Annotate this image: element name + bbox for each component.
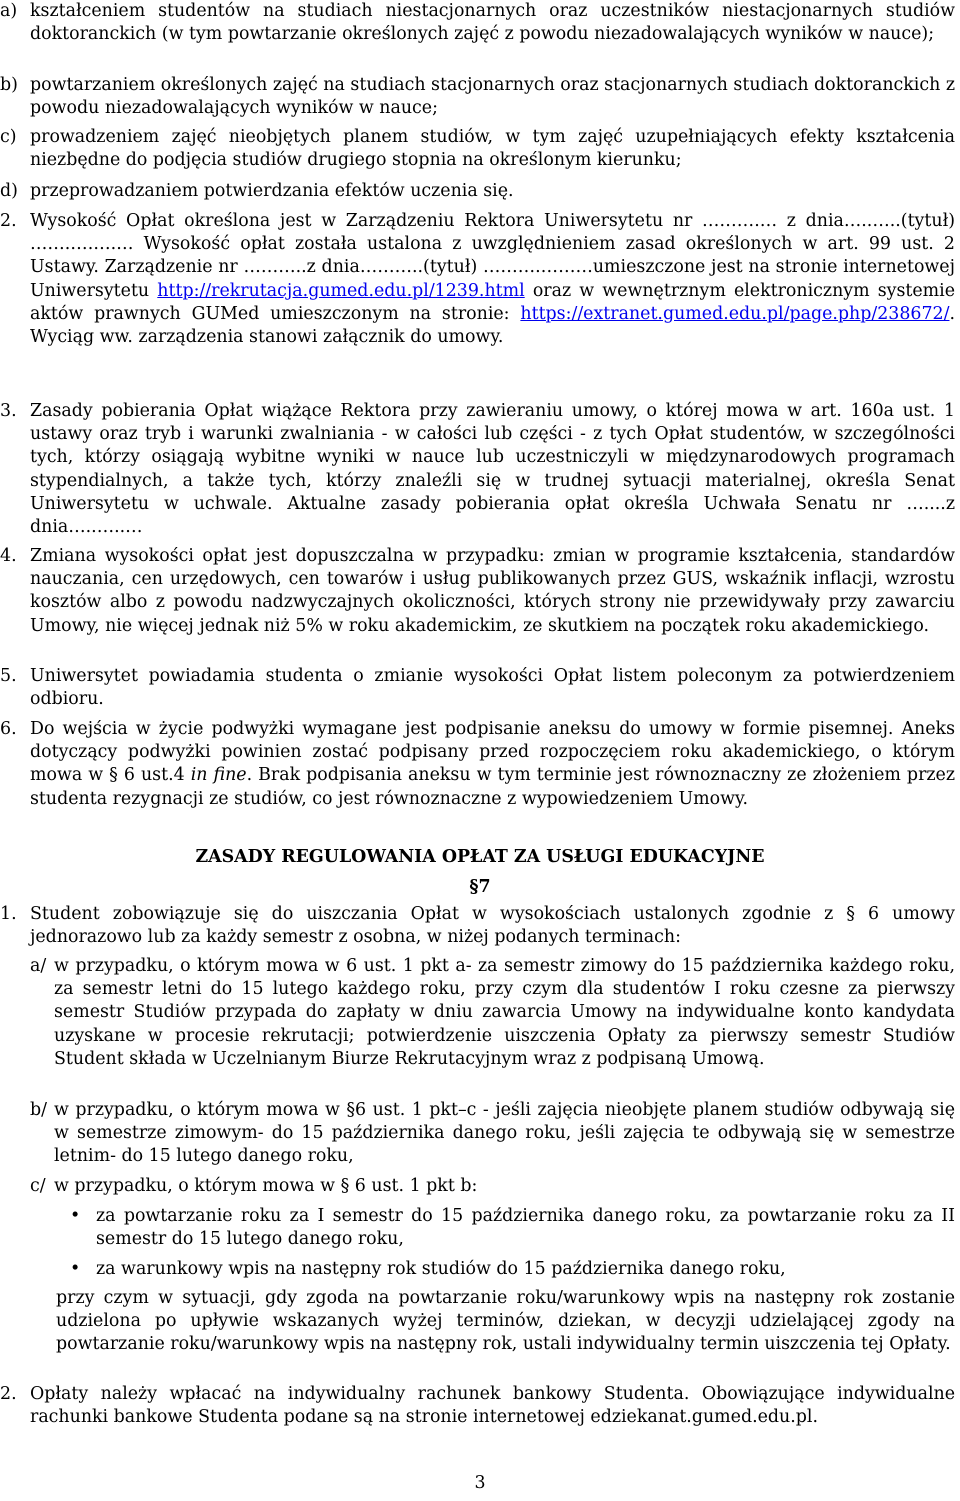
paragraph-symbol-heading: §7 [469,877,491,897]
italic-text: in fine [190,765,247,786]
paragraph-text [30,718,955,811]
subitem-a [0,955,955,1071]
list-label: a) [0,1,18,21]
list-item-a [0,0,955,46]
number-label: 4. [0,546,17,566]
bullet-icon: • [70,1259,81,1279]
list-text: przeprowadzaniem potwierdzania efektów uczenia się. [30,181,514,201]
number-label: 2. [0,1384,17,1404]
paragraph-text: w przypadku, o którym mowa w 6 ust. 1 pkt a- za semestr zimowy do 15 października każdego roku, za semestr letni do 15 lutego każdego roku, przy czym dla studentów I roku czesne za pierwszy semestr Studiów przypada do zapłaty w dniu zawarcia Umowy na indywidualne konto kandydata uzyskane w procesie rekrutacji; potwierdzenie uiszczenia Opłaty za pierwszy semestr Studiów Student składa w Uczelnianym Biurze Rekrutacyjnym wraz z podpisaną Umową. [54,956,955,1069]
paragraph-text: Student zobowiązuje się do uiszczania Opłat w wysokościach ustalonych zgodnie z § 6 umowy jednorazowo lub za każdy semestr z osobna, w niżej podanych terminach: [30,904,955,948]
text-run: Do wejścia w życie podwyżki wymagane jest podpisanie aneksu do umowy w formie pisemnej. Aneks dotyczący podwyżki powinien zostać podpisany przed rozpoczęciem roku akademickiego, o którym mowa w § 6 ust.4 [30,719,955,786]
number-label: 6. [0,719,17,739]
list-label: c) [0,127,17,147]
page-number: 3 [474,1473,486,1493]
numbered-item-2 [0,210,955,349]
section-heading: ZASADY REGULOWANIA OPŁAT ZA USŁUGI EDUKACYJNE [195,847,765,867]
list-item-b [0,74,955,120]
bullet-text: za warunkowy wpis na następny rok studiów do 15 października danego roku, [96,1259,786,1279]
bullet-icon: • [70,1206,81,1226]
bullet-item [70,1258,955,1281]
continuation-paragraph: przy czym w sytuacji, gdy zgoda na powtarzanie roku/warunkowy wpis na następny rok zostanie udzielona po upływie wskazanych wyżej terminów, dziekan, w decyzji udzielającej zgody na powtarzanie roku/warunkowy wpis na następny rok, ustali indywidualny termin uiszczenia tej Opłaty. [56,1288,955,1355]
paragraph-text: Zasady pobierania Opłat wiążące Rektora przy zawieraniu umowy, o której mowa w art. 160a ust. 1 ustawy oraz tryb i warunki zwalniania - w całości lub części - z tych Opłat studentów, w szczególności tych, którzy osiągają wybitne wyniki w nauce lub uczestniczyli w międzynarodowych programach stypendialnych, a także tych, którzy znaleźli się w trudnej sytuacji materialnej, określa Senat Uniwersytetu w uchwale. Aktualne zasady pobierania opłat określa Uchwała Senatu nr …....z dnia…..…..… [30,401,955,538]
list-text: prowadzeniem zajęć nieobjętych planem studiów, w tym zajęć uzupełniających efekty kształcenia niezbędne do podjęcia studiów drugiego stopnia na określonym kierunku; [30,127,955,171]
numbered-item-3 [0,400,955,539]
paragraph-text: w przypadku, o którym mowa w § 6 ust. 1 pkt b: [54,1176,478,1196]
number-label: 5. [0,666,17,686]
numbered-item-6 [0,718,955,811]
rekrutacja-link[interactable]: http://rekrutacja.gumed.edu.pl/1239.html [157,280,525,301]
text-run: . Wyciąg ww. zarządzenia stanowi załącznik do umowy. [30,303,955,348]
numbered-item-s2 [0,1383,955,1429]
list-text: kształceniem studentów na studiach niestacjonarnych oraz uczestników niestacjonarnych studiów doktoranckich (w tym powtarzanie określonych zajęć z powodu niezadowalających wyników w nauce); [30,1,955,45]
text-run: . Brak podpisania aneksu w tym terminie jest równoznaczny ze złożeniem przez studenta rezygnacji ze studiów, co jest równoznaczne z wypowiedzeniem Umowy. [30,765,955,809]
subitem-c [0,1175,955,1198]
bullet-text: za powtarzanie roku za I semestr do 15 października danego roku, za powtarzanie roku za II semestr do 15 lutego danego roku, [96,1206,955,1250]
numbered-item-4 [0,545,955,638]
list-text: powtarzaniem określonych zajęć na studiach stacjonarnych oraz stacjonarnych studiach doktoranckich z powodu niezadowalających wyników w nauce; [30,75,955,119]
paragraph-text [30,210,955,349]
numbered-item-s1 [0,903,955,949]
sub-label: a/ [30,956,47,976]
numbered-item-5 [0,665,955,711]
bullet-item [70,1205,955,1251]
number-label: 2. [0,211,17,231]
subitem-b [0,1099,955,1169]
paragraph-text: Zmiana wysokości opłat jest dopuszczalna w przypadku: zmian w programie kształcenia, standardów nauczania, cen urzędowych, cen towarów i usług publikowanych przez GUS, wskaźnik inflacji, wzrostu kosztów albo z powodu nadzwyczajnych okoliczności, których strony nie przewidywały przy zawarciu Umowy, nie więcej jednak niż 5% w roku akademickim, ze skutkiem na początek roku akademickiego. [30,546,955,636]
sub-label: c/ [30,1176,46,1196]
list-item-d [0,180,955,203]
paragraph-text: w przypadku, o którym mowa w §6 ust. 1 pkt–c - jeśli zajęcia nieobjęte planem studiów odbywają się w semestrze zimowym- do 15 października danego roku, jeśli zajęcia te odbywają się w semestrze letnim- do 15 lutego danego roku, [54,1100,955,1167]
list-item-c [0,126,955,172]
list-label: d) [0,181,18,201]
sub-label: b/ [30,1100,47,1120]
text-run: oraz w wewnętrznym elektronicznym systemie aktów prawnych GUMed umieszczonym na stronie: [30,280,956,324]
paragraph-text: Uniwersytet powiadamia studenta o zmianie wysokości Opłat listem poleconym za potwierdzeniem odbioru. [30,666,955,710]
text-run: Wysokość Opłat określona jest w Zarządzeniu Rektora Uniwersytetu nr ……….… z dnia…..…..(tytuł) …….….….… Wysokość opłat została ustalona z uwzględnieniem zasad określonych w art. 99 ust. 2 Ustawy. Zarządzenie nr ………..z dnia………..(tytuł) ……….………umieszczone jest na stronie internetowej Uniwersytetu [30,211,955,301]
number-label: 1. [0,904,17,924]
paragraph-text: Opłaty należy wpłacać na indywidualny rachunek bankowy Studenta. Obowiązujące indywidualne rachunki bankowe Studenta podane są na stronie internetowej edziekanat.gumed.edu.pl. [30,1384,955,1428]
extranet-link[interactable]: https://extranet.gumed.edu.pl/page.php/238672/ [520,303,950,324]
number-label: 3. [0,401,17,421]
list-label: b) [0,75,18,95]
